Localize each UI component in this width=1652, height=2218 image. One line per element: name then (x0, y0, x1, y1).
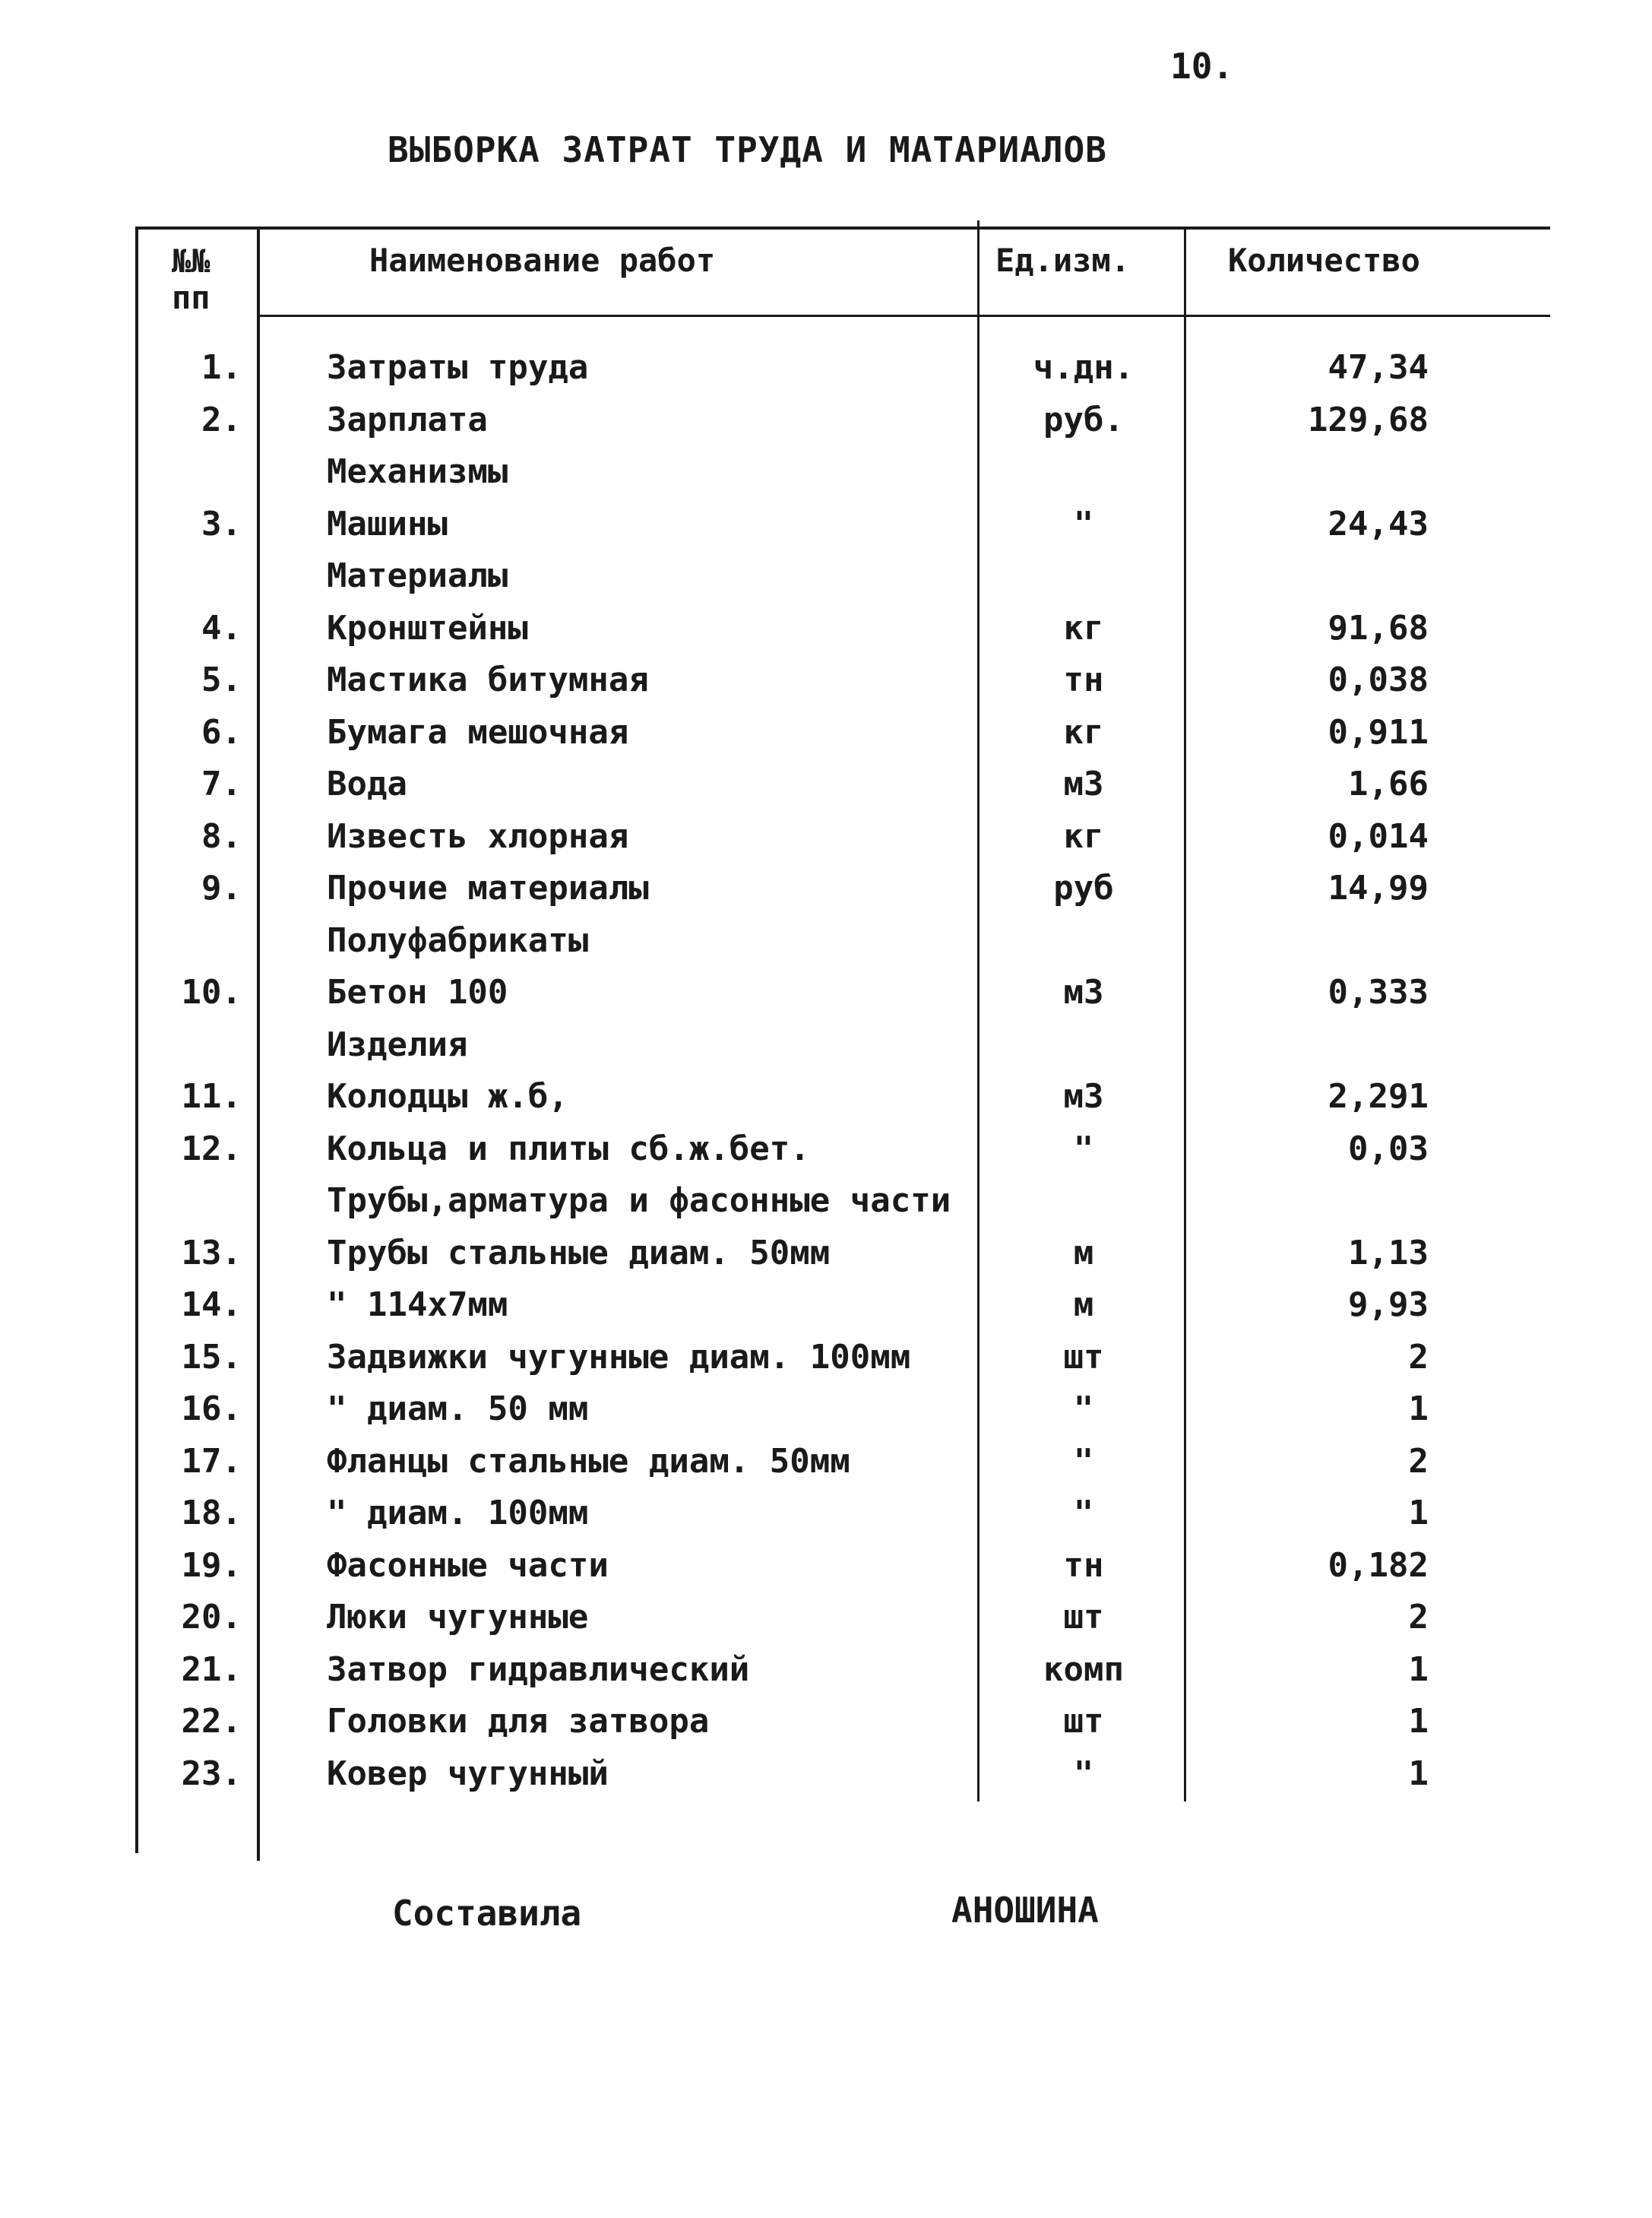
table-body (0, 344, 1652, 1801)
row-unit: " (1073, 504, 1094, 543)
table-row (0, 1021, 1652, 1073)
table-row (0, 968, 1652, 1021)
table-row (0, 1073, 1652, 1125)
row-quantity: 1 (1408, 1389, 1429, 1428)
row-number: 1. (201, 348, 242, 387)
row-name: Прочие материалы (327, 869, 649, 908)
row-quantity: 1,13 (1348, 1233, 1429, 1272)
row-quantity: 2 (1408, 1337, 1429, 1377)
table-row (0, 552, 1652, 604)
table-row (0, 1281, 1652, 1333)
row-number: 6. (201, 712, 242, 752)
row-unit: кг (1063, 608, 1104, 648)
row-unit: м3 (1063, 1077, 1104, 1116)
row-name: Известь хлорная (327, 816, 629, 856)
row-quantity: 9,93 (1348, 1285, 1429, 1324)
row-unit: тн (1063, 661, 1104, 699)
table-row (0, 1750, 1652, 1802)
table-row (0, 656, 1652, 708)
row-name: Машины (327, 504, 448, 543)
table-row (0, 813, 1652, 865)
table-row (0, 864, 1652, 917)
table-row (0, 917, 1652, 969)
row-number: 2. (201, 400, 242, 439)
header-quantity: Количество (1228, 242, 1420, 279)
row-unit: кг (1063, 712, 1104, 752)
row-quantity: 0,014 (1328, 816, 1429, 856)
row-unit: руб (1053, 869, 1114, 908)
table-row (0, 1646, 1652, 1698)
row-name: Затраты труда (327, 348, 589, 387)
row-quantity: 0,038 (1328, 661, 1429, 699)
row-unit: " (1073, 1494, 1094, 1532)
row-quantity: 0,911 (1328, 712, 1429, 752)
row-quantity: 24,43 (1328, 504, 1429, 543)
row-name: Кронштейны (327, 608, 528, 648)
row-name: " диам. 50 мм (327, 1389, 589, 1428)
document-title: ВЫБОРКА ЗАТРАТ ТРУДА И МАТАРИАЛОВ (388, 129, 1107, 170)
row-quantity: 0,333 (1328, 973, 1429, 1012)
row-number: 9. (201, 869, 242, 908)
row-number: 20. (181, 1598, 242, 1637)
header-name: Наименование работ (369, 242, 716, 279)
row-quantity: 1 (1408, 1702, 1429, 1741)
row-number: 10. (181, 973, 242, 1012)
row-quantity: 1 (1408, 1754, 1429, 1793)
row-number: 18. (181, 1494, 242, 1532)
row-name: Задвижки чугунные диам. 100мм (327, 1337, 911, 1377)
row-unit: " (1073, 1441, 1094, 1481)
row-name: " 114х7мм (327, 1285, 508, 1324)
table-row (0, 1333, 1652, 1386)
table-row (0, 1437, 1652, 1490)
table-row (0, 1593, 1652, 1646)
row-quantity: 2,291 (1328, 1077, 1429, 1116)
row-number: 4. (201, 608, 242, 648)
table-row (0, 1489, 1652, 1542)
row-name: Фланцы стальные диам. 50мм (327, 1441, 850, 1481)
table-row (0, 1697, 1652, 1750)
table-top-border (135, 227, 1550, 230)
row-name: Люки чугунные (327, 1598, 589, 1637)
row-quantity: 129,68 (1308, 400, 1429, 439)
row-number: 21. (181, 1649, 242, 1689)
row-unit: руб. (1043, 400, 1124, 439)
table-row (0, 1542, 1652, 1594)
row-number: 13. (181, 1233, 242, 1272)
table-row (0, 1385, 1652, 1437)
row-name: Полуфабрикаты (327, 920, 589, 960)
row-number: 19. (181, 1545, 242, 1585)
row-number: 5. (201, 661, 242, 699)
row-name: Зарплата (327, 400, 488, 439)
row-number: 12. (181, 1129, 242, 1168)
row-unit: " (1073, 1129, 1094, 1168)
header-unit: Ед.изм. (995, 242, 1131, 279)
row-number: 15. (181, 1337, 242, 1377)
row-name: Фасонные части (327, 1545, 609, 1585)
table-row (0, 1229, 1652, 1282)
row-number: 14. (181, 1285, 242, 1324)
row-number: 11. (181, 1077, 242, 1116)
table-header-divider (258, 315, 1550, 317)
row-unit: м (1073, 1233, 1094, 1272)
row-name: Вода (327, 765, 407, 803)
table-row (0, 1177, 1652, 1229)
row-quantity: 1 (1408, 1649, 1429, 1689)
row-quantity: 2 (1408, 1598, 1429, 1637)
row-name: Механизмы (327, 452, 508, 491)
row-unit: м3 (1063, 765, 1104, 803)
row-name: Головки для затвора (327, 1702, 710, 1741)
table-row (0, 500, 1652, 553)
row-unit: " (1073, 1754, 1094, 1793)
row-name: Изделия (327, 1025, 468, 1064)
row-number: 3. (201, 504, 242, 543)
compiler-name: АНОШИНА (951, 1890, 1099, 1931)
row-quantity: 1 (1408, 1494, 1429, 1532)
row-quantity: 47,34 (1328, 348, 1429, 387)
row-unit: м3 (1063, 973, 1104, 1012)
table-row (0, 604, 1652, 657)
header-number-line2: пп (172, 279, 210, 316)
row-quantity: 14,99 (1328, 869, 1429, 908)
row-name: " диам. 100мм (327, 1494, 589, 1532)
row-name: Материалы (327, 556, 508, 595)
row-number: 17. (181, 1441, 242, 1481)
table-row (0, 396, 1652, 448)
row-name: Бетон 100 (327, 973, 508, 1012)
header-number (172, 243, 210, 316)
row-number: 23. (181, 1754, 242, 1793)
row-unit: " (1073, 1389, 1094, 1428)
table-row (0, 760, 1652, 813)
row-quantity: 0,182 (1328, 1545, 1429, 1585)
row-unit: кг (1063, 816, 1104, 856)
header-number-line1: №№ (172, 242, 210, 280)
table-row (0, 1125, 1652, 1177)
row-name: Ковер чугунный (327, 1754, 609, 1793)
row-quantity: 91,68 (1328, 608, 1429, 648)
row-quantity: 2 (1408, 1441, 1429, 1481)
row-unit: комп (1043, 1649, 1124, 1689)
page-number: 10. (1170, 46, 1234, 87)
row-name: Трубы,арматура и фасонные части (327, 1181, 951, 1220)
row-unit: шт (1063, 1702, 1104, 1741)
row-unit: тн (1063, 1545, 1104, 1585)
row-number: 16. (181, 1389, 242, 1428)
table-row (0, 344, 1652, 396)
row-quantity: 0,03 (1348, 1129, 1429, 1168)
row-number: 8. (201, 816, 242, 856)
compiled-by-label: Составила (392, 1893, 582, 1934)
row-unit: ч.дн. (1033, 348, 1135, 387)
row-unit: шт (1063, 1598, 1104, 1637)
row-quantity: 1,66 (1348, 765, 1429, 803)
row-unit: шт (1063, 1337, 1104, 1377)
row-name: Колодцы ж.б, (327, 1077, 568, 1116)
row-number: 22. (181, 1702, 242, 1741)
table-row (0, 448, 1652, 500)
row-name: Мастика битумная (327, 661, 649, 699)
row-name: Затвор гидравлический (327, 1649, 750, 1689)
row-number: 7. (201, 765, 242, 803)
table-row (0, 708, 1652, 761)
row-unit: м (1073, 1285, 1094, 1324)
row-name: Кольца и плиты сб.ж.бет. (327, 1129, 810, 1168)
row-name: Трубы стальные диам. 50мм (327, 1233, 831, 1272)
row-name: Бумага мешочная (327, 712, 629, 752)
